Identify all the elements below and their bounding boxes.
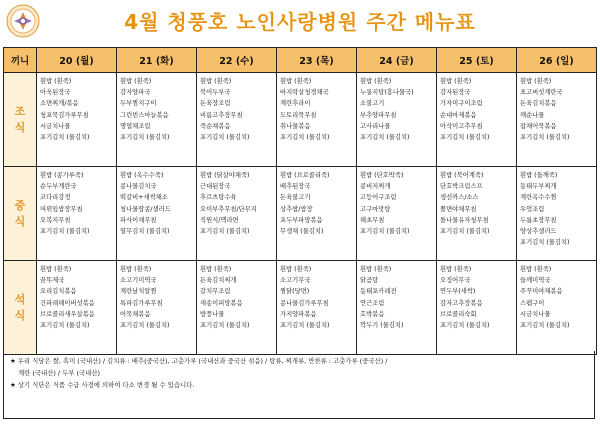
menu-item: 청포묵김가루무침 <box>40 111 89 119</box>
menu-item: 포기김치 (물김치) <box>120 134 170 142</box>
menu-item: 아욱된장국 <box>40 89 71 97</box>
menu-item: 포기김치 (물김치) <box>520 322 570 330</box>
menu-item: 건파래해이버섯볶음 <box>40 299 95 307</box>
menu-item: 포기김치 (물김치) <box>440 228 490 236</box>
menu-item: 그린빈스마늘볶음 <box>120 111 169 119</box>
menu-item: 해초무침 <box>360 216 385 224</box>
menu-cell <box>277 167 357 261</box>
day-header: 25 (토) <box>437 48 517 73</box>
menu-item: 아삭이고추무침 <box>440 122 483 130</box>
menu-cell <box>197 73 277 167</box>
menu-cell <box>517 261 597 355</box>
menu-cell <box>437 167 517 261</box>
menu-item: 동태포카레전 <box>360 288 397 296</box>
menu-item: 콩비지찌개 <box>360 183 391 191</box>
day-header: 23 (목) <box>277 48 357 73</box>
menu-item: 감자고추장볶음 <box>440 299 483 307</box>
meal-label-char: 중 <box>14 198 26 212</box>
menu-cell <box>517 167 597 261</box>
menu-item: 북어두부국 <box>200 89 231 97</box>
menu-item: 흰밥 (북어계죽) <box>440 172 484 179</box>
menu-item: 바지락살청경채국 <box>280 89 329 97</box>
menu-item: 부추양파무침 <box>360 111 397 119</box>
menu-item: 어묵채볶음 <box>120 310 151 318</box>
menu-cell <box>437 73 517 167</box>
table-header-row <box>4 48 597 73</box>
menu-item: 소면찌개/볶음 <box>40 100 79 108</box>
menu-item: 오이부추무침/단무지 <box>200 205 257 213</box>
menu-item: 고구마맛탕 <box>360 205 391 213</box>
lunch-row <box>4 167 597 261</box>
menu-item: 생선까스/소스 <box>440 194 479 202</box>
menu-item: 순대마제볶음 <box>440 111 477 119</box>
day-header: 26 (일) <box>517 48 597 73</box>
menu-item: 단호박크림스프 <box>440 183 483 191</box>
menu-item: 계란후라이 <box>280 100 311 108</box>
menu-cell <box>117 167 197 261</box>
menu-item: 순두부계란국 <box>40 183 77 191</box>
menu-cell <box>357 73 437 167</box>
menu-item: 쫄면야채무침 <box>440 205 477 213</box>
day-header: 24 (금) <box>357 48 437 73</box>
note-line: ★ 우리 식당은 쌀, 흑미 (국내산) / 김치류 : 배추(중국산), 고춧가루 (국내산과 중국산 섞음) / 탕류, 찌개류, 반찬류 : 고춧가루 (중국산) / <box>10 357 388 365</box>
menu-item: 돈육김치찌개 <box>200 277 237 285</box>
menu-item: 감자된장국 <box>440 89 471 97</box>
menu-item: 시금치나물 <box>40 122 71 130</box>
note-line: 계란 (국내산) / 두부 (국내산) <box>18 369 100 377</box>
menu-item: 흰밥 (콩가루죽) <box>40 172 84 179</box>
menu-item: 흰밥 (흰죽) <box>120 78 152 85</box>
dinner-row <box>4 261 597 355</box>
menu-item: 포기김치 (물김치) <box>520 134 570 142</box>
menu-item: 포기김치 (물김치) <box>360 228 410 236</box>
menu-cell <box>357 261 437 355</box>
breakfast-row <box>4 73 597 167</box>
menu-item: 흰밥 (흰죽) <box>520 78 552 85</box>
meal-label <box>4 261 37 355</box>
meal-label-char: 석 <box>14 292 26 306</box>
menu-item: 근대된장국 <box>200 183 231 191</box>
day-header: 20 (월) <box>37 48 117 73</box>
menu-cell <box>277 261 357 355</box>
menu-item: 상추쌈/쌈장 <box>280 205 313 213</box>
weekly-menu-table <box>3 47 597 355</box>
menu-item: 포기김치 (물김치) <box>280 134 330 142</box>
menu-item: 오리김치볶음 <box>40 288 77 296</box>
notes-box <box>3 351 595 419</box>
menu-item: 포두부파망볶음 <box>280 216 323 224</box>
menu-item: 후르츠탕수육 <box>200 194 237 202</box>
menu-item: 배추된장국 <box>280 183 311 191</box>
menu-item: 청나물땅콩/샐러드 <box>120 205 171 213</box>
menu-item: 비름고추장무침 <box>200 111 243 119</box>
menu-item: 직원식/맥라면 <box>200 216 239 224</box>
menu-item: 스팸구이 <box>520 299 545 307</box>
menu-item: 소고기미역국 <box>120 277 157 285</box>
menu-item: 톡파김가루무침 <box>120 299 163 307</box>
meal-label-char: 식 <box>14 308 26 322</box>
menu-item: 떡갈비+새싹채소 <box>120 194 168 202</box>
meal-label-char: 식 <box>14 120 26 134</box>
menu-item: 표고버섯계란국 <box>520 89 563 97</box>
menu-item: 브로콜리숙회 <box>440 310 477 318</box>
menu-item: 우엉조림 <box>520 205 545 213</box>
menu-item: 흰밥 (들깨죽) <box>520 172 558 179</box>
menu-item: 소불고기 <box>360 100 385 108</box>
menu-cell <box>37 261 117 355</box>
menu-cell <box>197 261 277 355</box>
meal-label-char: 조 <box>14 104 26 118</box>
menu-item: 누룽지탕(흥나물국) <box>360 89 414 97</box>
note-line: ★ 상기 식단은 식품 수급 사정에 의하여 다소 변경 될 수 있습니다. <box>10 381 195 389</box>
menu-item: 흰밥 (흰죽) <box>440 266 472 273</box>
menu-cell <box>277 73 357 167</box>
menu-item: 갈치무조림 <box>200 288 231 296</box>
menu-item: 두릅초장무침 <box>520 216 557 224</box>
menu-item: 포기김치 (물김치) <box>440 134 490 142</box>
menu-item: 새송이피망볶음 <box>200 299 243 307</box>
menu-item: 머위잎쌈장무침 <box>40 205 83 213</box>
menu-item: 흰밥 (흰죽) <box>440 78 472 85</box>
menu-item: 오징어무국 <box>440 277 471 285</box>
menu-cell <box>37 167 117 261</box>
menu-item: 흰밥 (옥수수죽) <box>120 172 164 179</box>
menu-item: 포기김치 (물김치) <box>120 322 170 330</box>
menu-item: 흰밥 (흰죽) <box>280 266 312 273</box>
menu-item: 도토리묵무침 <box>280 111 317 119</box>
menu-item: 흰밥 (흰죽) <box>40 266 72 273</box>
menu-item: 감자양파국 <box>120 89 151 97</box>
menu-item: 흰밥 (흰죽) <box>200 78 232 85</box>
menu-item: 가자미구이조림 <box>440 100 483 108</box>
meal-label <box>4 167 37 261</box>
menu-item: 브로콜리새우살볶음 <box>40 310 95 318</box>
menu-item: 주꾸미야채볶음 <box>520 288 563 296</box>
menu-item: 흰밥 (흰죽) <box>360 266 392 273</box>
menu-item: 포기김치 (물김치) <box>40 134 90 142</box>
menu-item: 흰밥 (단호박죽) <box>360 172 404 179</box>
menu-item: 호박볶음 <box>360 310 385 318</box>
menu-item: 꿈뚜제국 <box>40 277 65 285</box>
menu-item: 깍두기 (물김치) <box>360 322 404 330</box>
menu-item: 고등어구조림 <box>360 194 397 202</box>
menu-item: 파사이채무침 <box>120 216 157 224</box>
menu-item: 찜닭(당면) <box>280 288 310 296</box>
menu-item: 시금치나물 <box>520 310 551 318</box>
menu-cell <box>437 261 517 355</box>
menu-item: 포기김치 (물김치) <box>40 228 90 236</box>
menu-cell <box>117 73 197 167</box>
menu-item: 돌나물유자청무침 <box>440 216 489 224</box>
menu-item: 흰밥 (흰죽) <box>120 266 152 273</box>
menu-item: 콩나물김치국 <box>120 183 157 191</box>
menu-cell <box>357 167 437 261</box>
meal-label-char: 식 <box>14 214 26 228</box>
menu-item: 오복지무침 <box>40 216 71 224</box>
menu-item: 깨순나물 <box>520 111 545 119</box>
menu-item: 흰밥 (흰죽) <box>360 78 392 85</box>
menu-cell <box>197 167 277 261</box>
menu-item: 흰밥 (브로콜리죽) <box>280 172 330 179</box>
menu-item: 흰밥 (닭살야채죽) <box>200 172 250 179</box>
menu-item: 동태두부찌개 <box>520 183 557 191</box>
menu-item: 포기김치 (물김치) <box>200 322 250 330</box>
menu-item: 돈육장조림 <box>200 100 231 108</box>
menu-item: 고사리나물 <box>360 122 391 130</box>
menu-item: 잡채어묵볶음 <box>520 122 557 130</box>
menu-cell <box>517 73 597 167</box>
menu-item: 명엽채조림 <box>120 122 151 130</box>
day-header: 22 (수) <box>197 48 277 73</box>
day-header: 21 (화) <box>117 48 197 73</box>
menu-item: 취나물볶음 <box>280 122 311 130</box>
menu-item: 흰밥 (흰죽) <box>200 266 232 273</box>
menu-item: 방풍나물 <box>200 310 225 318</box>
menu-item: 흰밥 (흰죽) <box>280 78 312 85</box>
menu-item: 계란옥수수찜 <box>520 194 557 202</box>
menu-item: 콩나물김가루무침 <box>280 299 329 307</box>
menu-item: 두부찜지구이 <box>120 100 157 108</box>
page-title: 4월 청풍호 노인사랑병원 주간 메뉴표 <box>124 10 476 34</box>
menu-cell <box>37 73 117 167</box>
menu-item: 계란날치알찜 <box>120 288 157 296</box>
menu-item: 죽순채볶음 <box>200 122 231 130</box>
menu-cell <box>117 261 197 355</box>
menu-item: 포기김치 (물김치) <box>280 322 330 330</box>
menu-item: 포기김치 (물김치) <box>200 134 250 142</box>
menu-item: 가지양파볶음 <box>280 310 317 318</box>
menu-item: 돈육김치볶음 <box>520 100 557 108</box>
menu-item: 포기김치 (물김치) <box>200 228 250 236</box>
menu-item: 흰밥 (흰죽) <box>40 78 72 85</box>
menu-item: 포기김치 (물김치) <box>40 322 90 330</box>
header <box>0 0 600 46</box>
menu-item: 포기김치 (물김치) <box>360 134 410 142</box>
menu-item: 포기김치 (물김치) <box>520 239 570 247</box>
corner-header: 끼니 <box>4 48 37 73</box>
menu-item: 들깨미역국 <box>520 277 551 285</box>
menu-item: 코다리강정 <box>40 194 71 202</box>
menu-item: 연두부(새싹) <box>440 288 476 296</box>
menu-item: 흰밥 (흰죽) <box>520 266 552 273</box>
menu-item: 소고기무국 <box>280 277 311 285</box>
menu-item: 무생채 (물김치) <box>280 228 324 236</box>
meal-label <box>4 73 37 167</box>
menu-item: 닭곰탕 <box>360 277 379 285</box>
menu-item: 포기김치 (물김치) <box>440 322 490 330</box>
menu-item: 돈육불고기 <box>280 194 311 202</box>
menu-item: 양상추샐러드 <box>520 228 557 236</box>
menu-item: 열무김치 (물김치) <box>120 228 170 236</box>
menu-item: 연근조림 <box>360 299 385 307</box>
